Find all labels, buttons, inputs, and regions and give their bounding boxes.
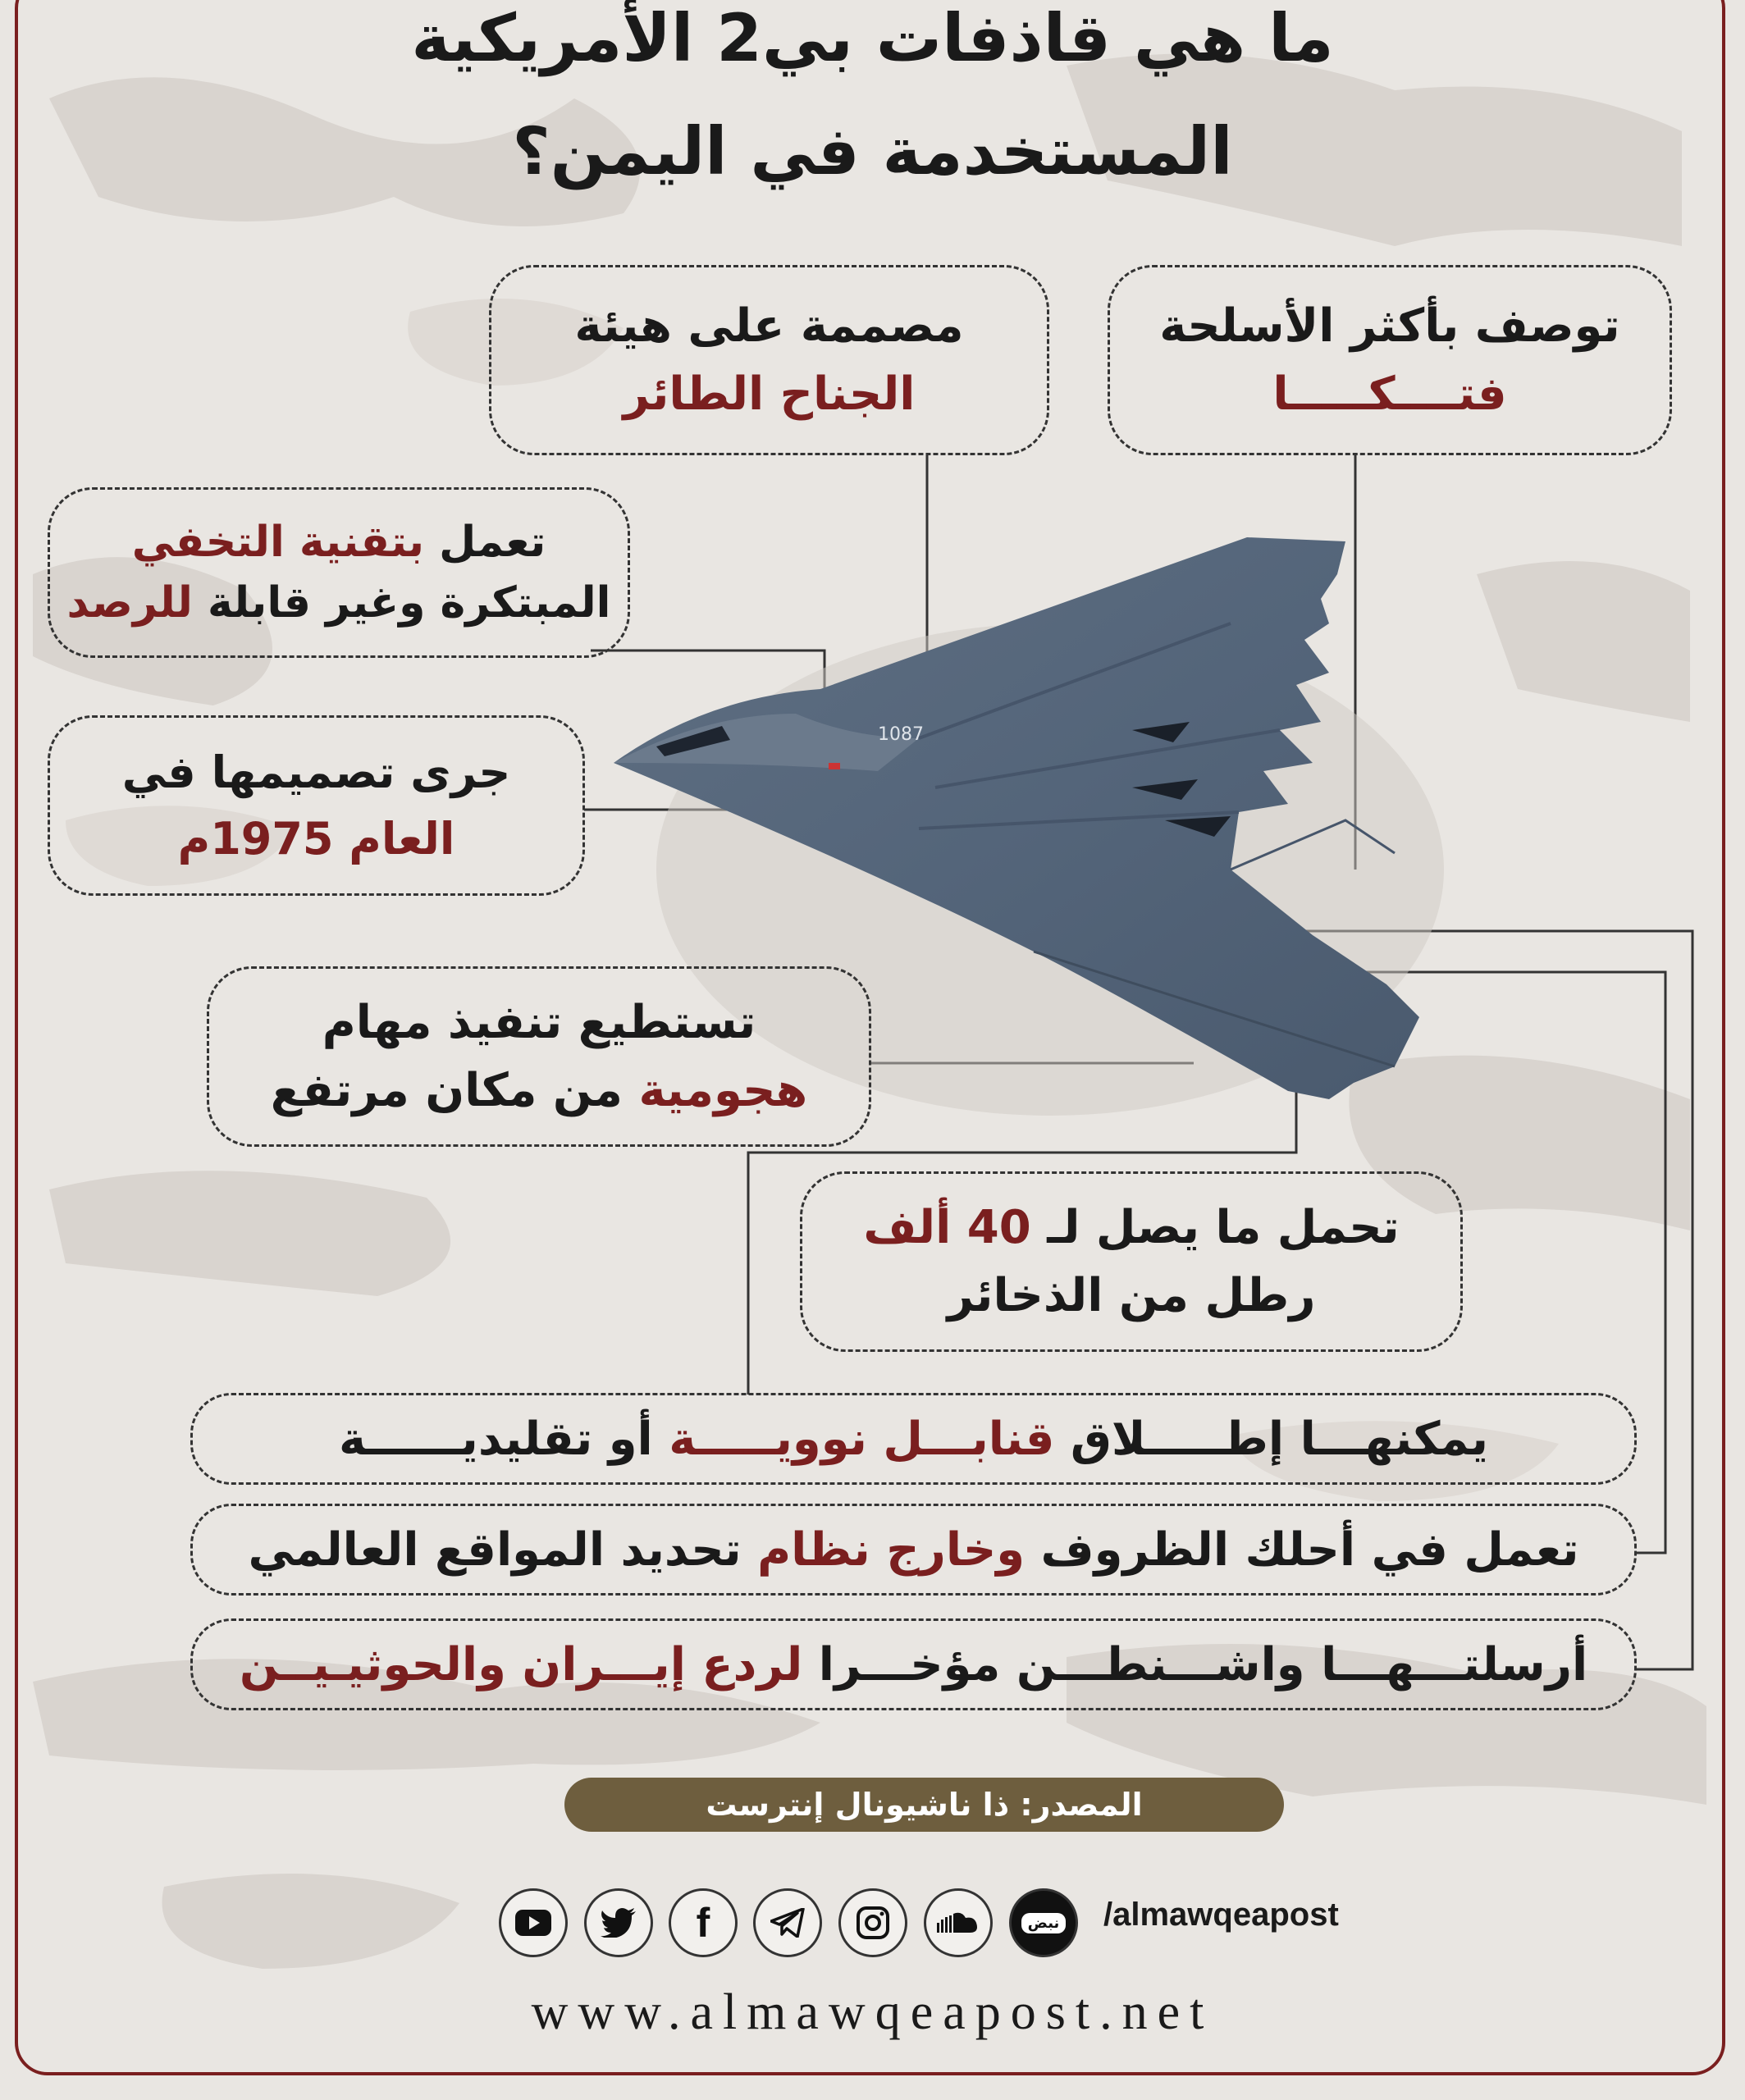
- fact-gps-plain-1: تعمل في أحلك الظروف: [1025, 1522, 1579, 1577]
- fact-designed-line-2: العام 1975م: [177, 813, 455, 865]
- fact-box-stealth: [48, 487, 630, 658]
- fact-stealth-line-1-red: بتقنية التخفي: [131, 518, 425, 567]
- fact-missions-line-2-plain: من مكان مرتفع: [270, 1064, 639, 1117]
- fact-stealth-line-1-plain: تعمل: [424, 518, 546, 567]
- fact-box-flying-wing: [489, 265, 1049, 455]
- social-handle[interactable]: /almawqeapost: [1103, 1897, 1339, 1933]
- fact-stealth-line-1: [132, 518, 546, 567]
- fact-flying-wing-line-1: مصممة على هيئة: [574, 299, 964, 353]
- fact-gps-red: وخارج نظام: [757, 1522, 1026, 1577]
- fact-missions-line-2-red: هجومية: [638, 1064, 808, 1117]
- fact-flying-wing-line-2: الجناح الطائر: [623, 368, 916, 421]
- soundcloud-icon[interactable]: [924, 1888, 993, 1957]
- fact-stealth-line-2-red: للرصد: [66, 578, 193, 628]
- fact-stealth-line-2: [67, 578, 611, 628]
- fact-payload-line-1-red: 40 ألف: [863, 1201, 1031, 1254]
- instagram-icon[interactable]: [838, 1888, 907, 1957]
- tail-number: 1087: [878, 724, 924, 745]
- fact-stealth-line-2-plain: المبتكرة وغير قابلة: [192, 578, 611, 628]
- nabd-icon[interactable]: [1009, 1888, 1078, 1957]
- fact-missions-line-2: [271, 1064, 808, 1117]
- fact-deterrence-red: لردع إيـــران والحوثيـيــن: [239, 1637, 803, 1691]
- twitter-icon[interactable]: [584, 1888, 653, 1957]
- telegram-icon[interactable]: [753, 1888, 822, 1957]
- page-title-line-1: ما هي قاذفات بي2 الأمريكية: [411, 0, 1334, 76]
- fact-deterrence-plain: أرسلتـــهـــا واشـــنطـــن مؤخـــرا: [802, 1637, 1588, 1691]
- fact-box-designed: [48, 715, 585, 896]
- fact-nuclear-plain-2: أو تقليديــــــة: [339, 1412, 669, 1466]
- fact-gps-line: [248, 1523, 1578, 1577]
- fact-nuclear-line: [339, 1413, 1488, 1466]
- fact-nuclear-plain-1: يمكنهـــا إطـــــلاق: [1054, 1412, 1488, 1466]
- fact-payload-line-1: [863, 1201, 1399, 1254]
- fact-payload-line-2: رطل من الذخائر: [947, 1269, 1316, 1322]
- fact-nuclear-red: قنابـــل نوويـــــة: [669, 1412, 1055, 1466]
- youtube-icon[interactable]: [499, 1888, 568, 1957]
- nabd-label: نبض: [1021, 1913, 1067, 1933]
- fact-payload-line-1-plain: تحمل ما يصل لـ: [1030, 1201, 1400, 1254]
- fact-missions-line-1: تستطيع تنفيذ مهام: [322, 996, 756, 1049]
- fact-deterrence-line: [240, 1638, 1587, 1691]
- fact-box-weapon: [1108, 265, 1672, 455]
- fact-box-missions: [207, 966, 871, 1147]
- fact-gps-plain-2: تحديد المواقع العالمي: [248, 1522, 758, 1577]
- fact-box-gps: [190, 1504, 1637, 1596]
- fact-box-deterrence: [190, 1618, 1637, 1710]
- source-badge: المصدر: ذا ناشيونال إنترست: [564, 1778, 1284, 1832]
- fact-box-nuclear: [190, 1393, 1637, 1485]
- fact-weapon-line-1: توصف بأكثر الأسلحة: [1159, 299, 1620, 353]
- facebook-icon[interactable]: f: [669, 1888, 738, 1957]
- fact-weapon-line-2: فتــــكـــــا: [1272, 368, 1507, 421]
- fact-box-payload: [800, 1171, 1463, 1352]
- page-title-line-2: المستخدمة في اليمن؟: [512, 113, 1233, 189]
- fact-designed-line-1: جرى تصميمها في: [121, 746, 511, 798]
- website-url[interactable]: www.almawqeapost.net: [531, 1984, 1214, 2040]
